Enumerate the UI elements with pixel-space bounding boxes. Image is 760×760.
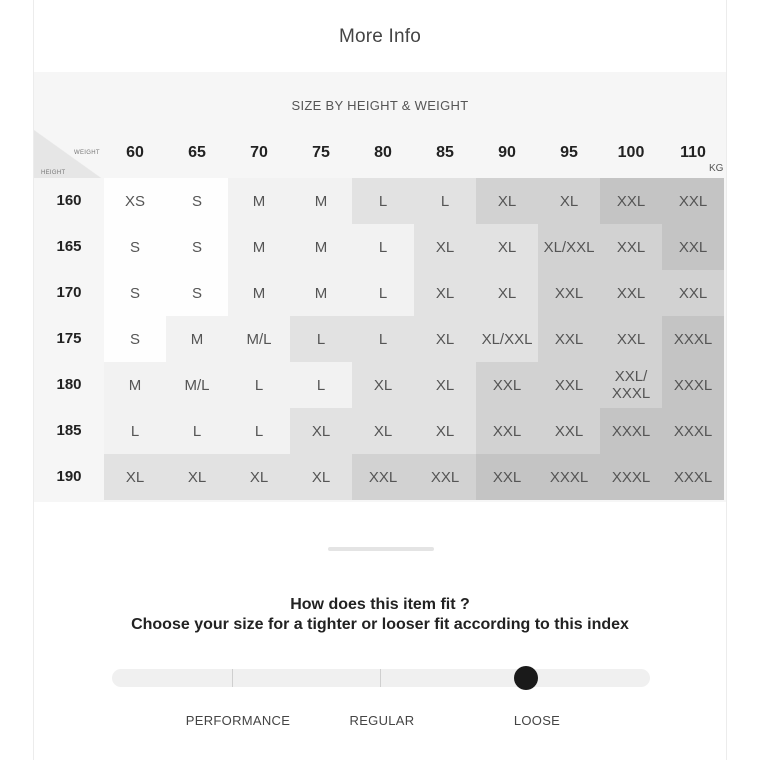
size-value: M	[252, 192, 266, 210]
size-cell	[352, 224, 414, 270]
height-row-header: 190	[34, 454, 104, 500]
size-cell	[538, 224, 600, 270]
size-cell	[538, 454, 600, 500]
size-value: M/L	[246, 330, 272, 348]
size-cell	[104, 316, 166, 362]
size-cell	[414, 362, 476, 408]
size-cell	[600, 362, 662, 408]
size-cell	[662, 224, 724, 270]
size-value: XL	[311, 468, 331, 486]
size-value: XL	[125, 468, 145, 486]
size-cell	[352, 408, 414, 454]
size-value: XXXL	[549, 468, 589, 486]
size-cell	[538, 270, 600, 316]
size-cell	[166, 454, 228, 500]
height-row-header: 185	[34, 408, 104, 454]
size-cell	[228, 454, 290, 500]
size-cell	[662, 454, 724, 500]
size-value: XXL	[554, 284, 584, 302]
size-cell	[538, 408, 600, 454]
size-value: XXXL	[611, 422, 651, 440]
size-value: XL	[435, 422, 455, 440]
size-value: XXL	[616, 238, 646, 256]
size-value: XXL	[554, 376, 584, 394]
size-cell	[476, 270, 538, 316]
height-row-header: 175	[34, 316, 104, 362]
size-value: XL	[435, 376, 455, 394]
fit-slider-tick	[380, 669, 381, 687]
size-cell	[600, 316, 662, 362]
more-info-panel	[33, 0, 727, 760]
size-cell	[414, 224, 476, 270]
size-cell	[228, 316, 290, 362]
size-cell	[352, 178, 414, 224]
weight-axis-caption: WEIGHT	[74, 150, 100, 156]
size-cell	[352, 362, 414, 408]
size-value: M	[314, 284, 328, 302]
size-value: XXXL	[673, 330, 713, 348]
size-value: XXXL	[673, 376, 713, 394]
size-value: L	[130, 422, 140, 440]
weight-column-header: 90	[498, 144, 516, 161]
size-cell	[414, 178, 476, 224]
size-cell	[104, 454, 166, 500]
size-cell	[662, 270, 724, 316]
size-value: M	[252, 284, 266, 302]
size-cell	[104, 178, 166, 224]
size-value: L	[316, 330, 326, 348]
weight-column-header: 110	[680, 144, 706, 161]
size-value: XL	[497, 238, 517, 256]
weight-column-header: 60	[126, 144, 144, 161]
size-value: XL	[435, 284, 455, 302]
size-value: XXL	[678, 192, 708, 210]
size-value: S	[129, 330, 140, 348]
size-value: XXL	[554, 330, 584, 348]
size-cell	[414, 316, 476, 362]
weight-column-header: 65	[188, 144, 206, 161]
size-cell	[414, 454, 476, 500]
size-value: XXL	[554, 422, 584, 440]
size-value: L	[254, 422, 264, 440]
size-cell	[600, 408, 662, 454]
size-cell	[104, 362, 166, 408]
height-row-header: 180	[34, 362, 104, 408]
size-value: M	[314, 192, 328, 210]
size-cell	[538, 316, 600, 362]
size-value: XL	[435, 330, 455, 348]
size-value: S	[191, 284, 202, 302]
size-cell	[290, 178, 352, 224]
size-cell	[290, 454, 352, 500]
size-value: XL	[497, 192, 517, 210]
weight-column-header: 70	[250, 144, 268, 161]
size-cell	[352, 454, 414, 500]
height-axis-caption: HEIGHT	[41, 170, 66, 176]
height-row-header: 170	[34, 270, 104, 316]
size-value: XXL	[368, 468, 398, 486]
size-value: L	[440, 192, 450, 210]
size-cell	[228, 224, 290, 270]
size-value: XXL/ XXXL	[611, 368, 651, 402]
size-value: S	[191, 238, 202, 256]
size-value: XL/XXL	[481, 330, 533, 348]
size-value: XXL	[678, 284, 708, 302]
size-value: L	[378, 192, 388, 210]
size-value: XXL	[678, 238, 708, 256]
size-cell	[414, 270, 476, 316]
size-value: XXXL	[673, 422, 713, 440]
size-value: M	[252, 238, 266, 256]
size-value: L	[378, 238, 388, 256]
size-cell	[228, 408, 290, 454]
size-cell	[662, 362, 724, 408]
size-value: M	[314, 238, 328, 256]
size-value: M/L	[184, 376, 210, 394]
fit-question: How does this item fit ?	[290, 596, 470, 613]
size-cell	[290, 362, 352, 408]
size-value: S	[191, 192, 202, 210]
size-cell	[166, 362, 228, 408]
fit-slider-track[interactable]	[112, 669, 650, 687]
size-cell	[414, 408, 476, 454]
size-cell	[166, 408, 228, 454]
page-title: More Info	[338, 26, 422, 47]
size-value: XXL	[492, 468, 522, 486]
size-value: XL	[373, 422, 393, 440]
size-cell	[104, 408, 166, 454]
size-value: L	[254, 376, 264, 394]
size-value: XXL	[616, 330, 646, 348]
size-value: S	[129, 238, 140, 256]
size-value: M	[128, 376, 142, 394]
size-value: XL	[249, 468, 269, 486]
weight-column-header: 100	[617, 144, 645, 161]
size-value: L	[378, 284, 388, 302]
size-cell	[476, 178, 538, 224]
size-cell	[166, 224, 228, 270]
size-value: XXL	[492, 422, 522, 440]
size-value: L	[378, 330, 388, 348]
size-cell	[166, 316, 228, 362]
size-value: XXXL	[673, 468, 713, 486]
size-cell	[476, 316, 538, 362]
size-value: XXXL	[611, 468, 651, 486]
size-cell	[476, 362, 538, 408]
size-value: XL	[373, 376, 393, 394]
fit-option-loose[interactable]: LOOSE	[513, 713, 561, 728]
size-cell	[290, 408, 352, 454]
size-value: XL	[559, 192, 579, 210]
size-cell	[662, 178, 724, 224]
size-cell	[600, 270, 662, 316]
size-value: XXL	[430, 468, 460, 486]
size-cell	[166, 270, 228, 316]
size-cell	[228, 362, 290, 408]
size-cell	[662, 408, 724, 454]
size-cell	[538, 362, 600, 408]
size-cell	[662, 316, 724, 362]
height-row-header: 165	[34, 224, 104, 270]
weight-unit: KG	[709, 163, 724, 174]
weight-column-header: 80	[374, 144, 392, 161]
size-cell	[228, 270, 290, 316]
size-value: XL	[187, 468, 207, 486]
size-value: XL	[497, 284, 517, 302]
size-cell	[228, 178, 290, 224]
fit-option-performance[interactable]: PERFORMANCE	[185, 713, 291, 728]
size-cell	[166, 178, 228, 224]
size-cell	[600, 178, 662, 224]
size-value: XS	[124, 192, 145, 210]
size-cell	[352, 270, 414, 316]
size-value: S	[129, 284, 140, 302]
weight-column-header: 95	[560, 144, 578, 161]
weight-column-header: 75	[312, 144, 330, 161]
size-value: XXL	[616, 192, 646, 210]
size-value: XL/XXL	[543, 238, 595, 256]
size-value: XXL	[616, 284, 646, 302]
size-cell	[600, 454, 662, 500]
size-cell	[476, 454, 538, 500]
fit-slider-tick	[232, 669, 233, 687]
size-value: XXL	[492, 376, 522, 394]
size-value: XL	[311, 422, 331, 440]
size-value: L	[316, 376, 326, 394]
weight-column-header: 85	[436, 144, 454, 161]
fit-option-regular[interactable]: REGULAR	[349, 713, 415, 728]
size-cell	[600, 224, 662, 270]
size-chart-title: SIZE BY HEIGHT & WEIGHT	[291, 98, 469, 113]
size-cell	[476, 408, 538, 454]
fit-instruction: Choose your size for a tighter or looser fit according to this index	[131, 616, 629, 633]
height-row-header: 160	[34, 178, 104, 224]
size-cell	[290, 224, 352, 270]
size-cell	[476, 224, 538, 270]
size-value: XL	[435, 238, 455, 256]
size-value: L	[192, 422, 202, 440]
size-cell	[290, 270, 352, 316]
size-cell	[538, 178, 600, 224]
size-cell	[290, 316, 352, 362]
section-divider	[328, 547, 434, 551]
size-cell	[104, 270, 166, 316]
size-cell	[352, 316, 414, 362]
size-value: M	[190, 330, 204, 348]
size-cell	[104, 224, 166, 270]
